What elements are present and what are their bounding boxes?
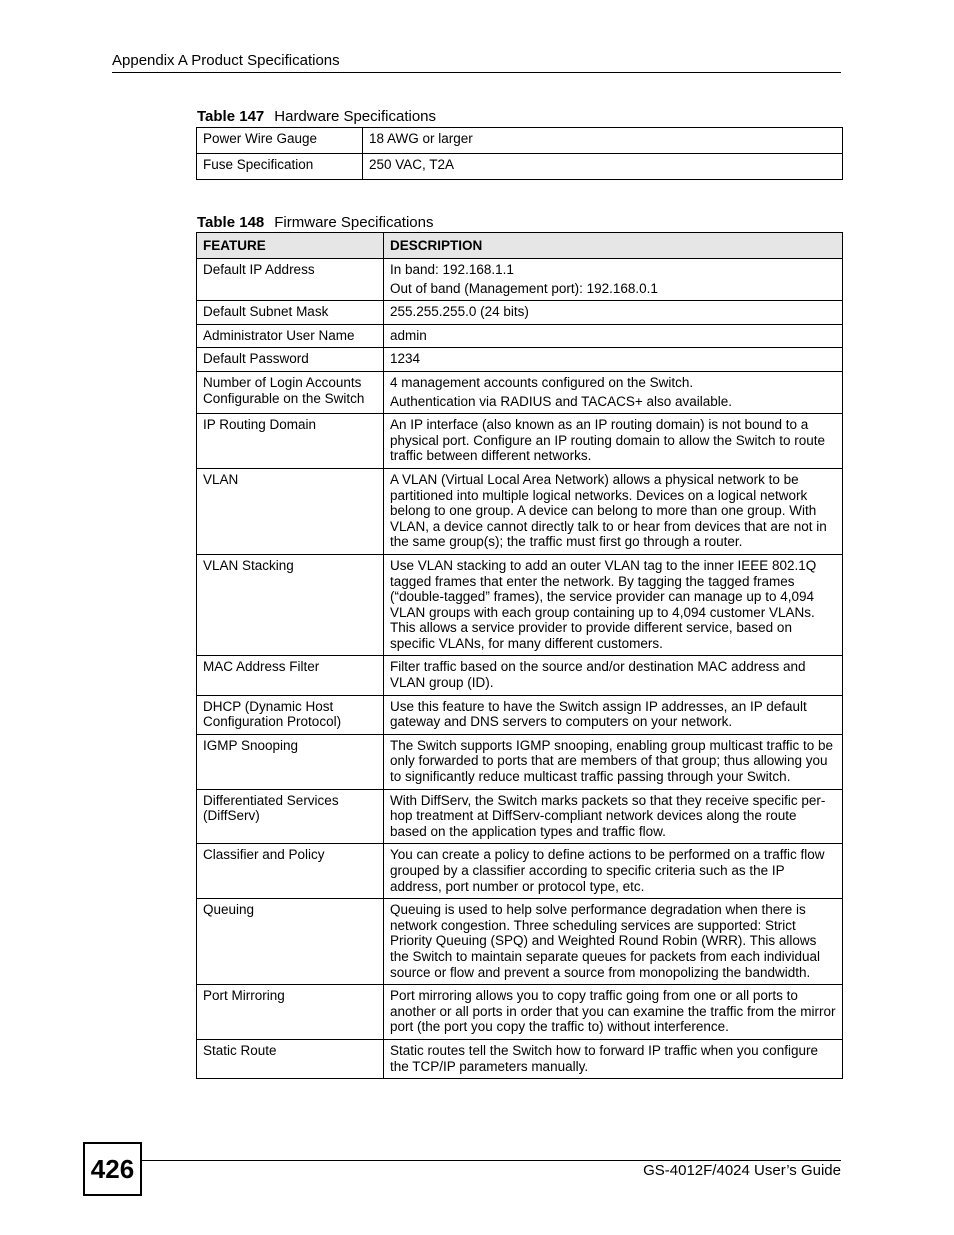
table-row (197, 985, 843, 1040)
description-cell (384, 371, 843, 413)
feature-cell: Fuse Specification (197, 154, 363, 180)
table-row (197, 348, 843, 372)
description-text: Authentication via RADIUS and TACACS+ also available. (390, 393, 733, 409)
feature-cell: VLAN (197, 468, 384, 554)
description-text: Use VLAN stacking to add an outer VLAN tag to the inner IEEE 802.1Q tagged frames that enter the network. By tagging the tagged frames (“double-tagged” frames), the service provider can manage up to 4,094 VLAN groups with each group containing up to 4,094 customer VLANs. This allows a service provider to provide different service, based on specific VLANs, for many different customers. (390, 557, 817, 651)
description-text: Use this feature to have the Switch assign IP addresses, an IP default gateway and DNS servers to computers on your network. (390, 698, 807, 730)
feature-cell: VLAN Stacking (197, 554, 384, 656)
table-147-title: Hardware Specifications (274, 108, 437, 125)
description-cell (384, 468, 843, 554)
table-row (197, 656, 843, 695)
description-cell (363, 154, 843, 180)
table-147-number: Table 147 (197, 108, 265, 125)
description-text: The Switch supports IGMP snooping, enabling group multicast traffic to be only forwarded to ports that are members of that group; thus allowing you to significantly reduce multicast traffic passing through your Switch. (390, 737, 833, 785)
table-148-number: Table 148 (197, 214, 265, 231)
description-text: Out of band (Management port): 192.168.0.1 (390, 280, 658, 296)
table-row (197, 324, 843, 348)
feature-cell: Default Password (197, 348, 384, 372)
table-148-caption (197, 214, 433, 231)
feature-cell: Number of Login Accounts Configurable on the Switch (197, 371, 384, 413)
table-row (197, 1039, 843, 1078)
description-cell (384, 1039, 843, 1078)
table-row (197, 789, 843, 844)
description-text: Port mirroring allows you to copy traffic going from one or all ports to another or all ports in order that you can examine the traffic from the mirror port (the port you copy the traffic to) without interference. (390, 988, 836, 1035)
running-header: Appendix A Product Specifications (112, 52, 841, 73)
column-header-description: DESCRIPTION (384, 233, 843, 259)
table-row (197, 128, 843, 154)
description-text: 250 VAC, T2A (369, 157, 455, 172)
description-text: You can create a policy to define actions to be performed on a traffic flow grouped by a classifier according to specific criteria such as the IP address, port number or protocol type, etc. (390, 847, 825, 894)
table-row (197, 554, 843, 656)
description-cell (384, 554, 843, 656)
description-cell (384, 985, 843, 1040)
feature-cell: Default Subnet Mask (197, 301, 384, 325)
feature-cell: DHCP (Dynamic Host Configuration Protocol) (197, 695, 384, 734)
description-cell (384, 414, 843, 469)
footer-rule (141, 1160, 841, 1161)
description-text: 255.255.255.0 (24 bits) (390, 304, 529, 320)
description-text: With DiffServ, the Switch marks packets so that they receive specific per-hop treatment at DiffServ-compliant network devices along the route based on the application types and traffic flow. (390, 792, 826, 839)
table-148-title: Firmware Specifications (274, 214, 434, 231)
page-number: 426 (83, 1142, 142, 1196)
description-text: 1234 (390, 351, 421, 367)
table-row (197, 259, 843, 301)
description-cell (384, 348, 843, 372)
description-cell (384, 259, 843, 301)
firmware-spec-table (196, 232, 843, 1079)
description-text: An IP interface (also known as an IP routing domain) is not bound to a physical port. Configure an IP routing domain to allow the Switch to route traffic between different networks. (390, 417, 825, 464)
table-row (197, 734, 843, 789)
description-cell (384, 324, 843, 348)
feature-cell: Port Mirroring (197, 985, 384, 1040)
description-text: Static routes tell the Switch how to forward IP traffic when you configure the TCP/IP parameters manually. (390, 1042, 818, 1074)
description-text: 18 AWG or larger (369, 131, 473, 146)
feature-cell: Power Wire Gauge (197, 128, 363, 154)
description-cell (384, 301, 843, 325)
table-row (197, 899, 843, 985)
table-147-caption (197, 108, 436, 125)
description-text: Filter traffic based on the source and/or destination MAC address and VLAN group (ID). (390, 659, 806, 691)
table-row (197, 154, 843, 180)
description-cell (384, 899, 843, 985)
feature-cell: MAC Address Filter (197, 656, 384, 695)
table-row (197, 844, 843, 899)
feature-cell: Differentiated Services (DiffServ) (197, 789, 384, 844)
hardware-spec-table (196, 127, 843, 180)
feature-cell: IGMP Snooping (197, 734, 384, 789)
table-row (197, 414, 843, 469)
table-header-row (197, 233, 843, 259)
feature-cell: Queuing (197, 899, 384, 985)
description-text: In band: 192.168.1.1 (390, 262, 514, 277)
description-text: 4 management accounts configured on the Switch. (390, 374, 694, 390)
description-cell (363, 128, 843, 154)
table-row (197, 695, 843, 734)
feature-cell: Classifier and Policy (197, 844, 384, 899)
feature-cell: IP Routing Domain (197, 414, 384, 469)
feature-cell: Default IP Address (197, 259, 384, 301)
guide-title: GS-4012F/4024 User’s Guide (643, 1162, 841, 1179)
table-row (197, 301, 843, 325)
feature-cell: Static Route (197, 1039, 384, 1078)
feature-cell: Administrator User Name (197, 324, 384, 348)
description-cell (384, 789, 843, 844)
table-row (197, 468, 843, 554)
description-cell (384, 695, 843, 734)
description-cell (384, 734, 843, 789)
column-header-feature: FEATURE (197, 233, 384, 259)
description-text: admin (390, 327, 427, 343)
description-text: Queuing is used to help solve performance degradation when there is network congestion. Three scheduling services are supported: Strict Priority Queuing (SPQ) and Weighted Round Robin (WRR). This allows the Switch to maintain separate queues for packets from each individual source or flow and prevent a source from monopolizing the bandwidth. (390, 902, 820, 980)
description-cell (384, 844, 843, 899)
table-row (197, 371, 843, 413)
description-text: A VLAN (Virtual Local Area Network) allows a physical network to be partitioned into multiple logical networks. Devices on a logical network belong to one group. A device can belong to more than one group. With VLAN, a device cannot directly talk to or hear from devices that are not in the same group(s); the traffic must first go through a router. (390, 471, 827, 550)
description-cell (384, 656, 843, 695)
